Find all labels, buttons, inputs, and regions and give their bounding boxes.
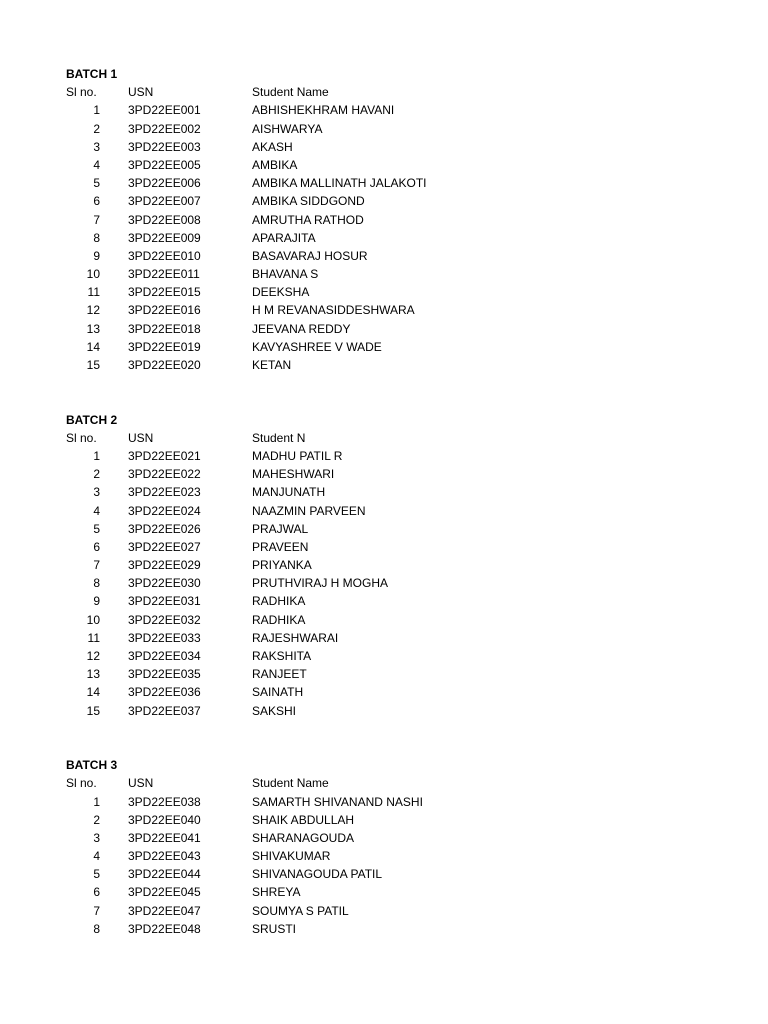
table-header-row — [66, 83, 706, 101]
serial-number-cell: 4 — [93, 849, 100, 864]
usn-cell: 3PD22EE032 — [128, 612, 201, 627]
usn-cell: 3PD22EE003 — [128, 139, 201, 154]
table-row — [66, 520, 706, 538]
serial-number-cell: 13 — [86, 321, 100, 336]
table-row — [66, 611, 706, 629]
usn-cell: 3PD22EE034 — [128, 649, 201, 664]
student-name-cell: MAHESHWARI — [252, 467, 335, 482]
usn-cell: 3PD22EE010 — [128, 248, 201, 263]
table-row — [66, 883, 706, 901]
serial-number-cell: 3 — [93, 139, 100, 154]
usn-cell: 3PD22EE005 — [128, 157, 201, 172]
usn-cell: 3PD22EE007 — [128, 194, 201, 209]
usn-cell: 3PD22EE019 — [128, 339, 201, 354]
table-row — [66, 629, 706, 647]
table-row — [66, 702, 706, 720]
student-name-cell: AMBIKA MALLINATH JALAKOTI — [252, 176, 427, 191]
serial-number-cell: 10 — [86, 267, 100, 282]
usn-cell: 3PD22EE030 — [128, 576, 201, 591]
sl-header: Sl no. — [66, 85, 97, 100]
table-row — [66, 465, 706, 483]
table-row — [66, 574, 706, 592]
serial-number-cell: 2 — [93, 812, 100, 827]
serial-number-cell: 7 — [93, 558, 100, 573]
usn-cell: 3PD22EE021 — [128, 448, 201, 463]
serial-number-cell: 5 — [93, 867, 100, 882]
student-name-cell: PRAVEEN — [252, 539, 309, 554]
serial-number-cell: 15 — [86, 703, 100, 718]
serial-number-cell: 3 — [93, 485, 100, 500]
student-name-cell: SAKSHI — [252, 703, 297, 718]
serial-number-cell: 1 — [93, 448, 100, 463]
table-row — [66, 865, 706, 883]
student-name-cell: SAMARTH SHIVANAND NASHI — [252, 794, 423, 809]
usn-cell: 3PD22EE008 — [128, 212, 201, 227]
usn-cell: 3PD22EE035 — [128, 667, 201, 682]
usn-cell: 3PD22EE048 — [128, 921, 201, 936]
student-name-cell: JEEVANA REDDY — [252, 321, 351, 336]
serial-number-cell: 9 — [93, 594, 100, 609]
table-row — [66, 120, 706, 138]
student-name-cell: SHARANAGOUDA — [252, 830, 355, 845]
table-row — [66, 847, 706, 865]
serial-number-cell: 8 — [93, 576, 100, 591]
serial-number-cell: 6 — [93, 539, 100, 554]
table-row — [66, 265, 706, 283]
student-name-cell: SHREYA — [252, 885, 301, 900]
table-row — [66, 538, 706, 556]
sl-header: Sl no. — [66, 430, 97, 445]
usn-cell: 3PD22EE023 — [128, 485, 201, 500]
student-name-cell: SOUMYA S PATIL — [252, 903, 349, 918]
usn-cell: 3PD22EE037 — [128, 703, 201, 718]
student-name-cell: AISHWARYA — [252, 121, 323, 136]
serial-number-cell: 7 — [93, 903, 100, 918]
usn-cell: 3PD22EE001 — [128, 103, 201, 118]
table-header-row — [66, 774, 706, 792]
table-row — [66, 101, 706, 119]
batch-list-document — [66, 65, 706, 938]
usn-cell: 3PD22EE029 — [128, 558, 201, 573]
usn-cell: 3PD22EE031 — [128, 594, 201, 609]
student-name-cell: RADHIKA — [252, 612, 306, 627]
serial-number-cell: 6 — [93, 885, 100, 900]
serial-number-cell: 1 — [93, 794, 100, 809]
serial-number-cell: 2 — [93, 121, 100, 136]
student-name-cell: KAVYASHREE V WADE — [252, 339, 382, 354]
table-row — [66, 647, 706, 665]
serial-number-cell: 15 — [86, 358, 100, 372]
student-name-cell: APARAJITA — [252, 230, 316, 245]
usn-cell: 3PD22EE009 — [128, 230, 201, 245]
serial-number-cell: 5 — [93, 521, 100, 536]
serial-number-cell: 5 — [93, 176, 100, 191]
student-name-cell: BASAVARAJ HOSUR — [252, 248, 368, 263]
serial-number-cell: 7 — [93, 212, 100, 227]
table-header-row — [66, 429, 706, 447]
serial-number-cell: 8 — [93, 230, 100, 245]
student-name-cell: SHAIK ABDULLAH — [252, 812, 355, 827]
usn-cell: 3PD22EE045 — [128, 885, 201, 900]
serial-number-cell: 9 — [93, 248, 100, 263]
table-row — [66, 793, 706, 811]
student-name-cell: RADHIKA — [252, 594, 306, 609]
student-name-cell: MANJUNATH — [252, 485, 326, 500]
usn-cell: 3PD22EE036 — [128, 685, 201, 700]
serial-number-cell: 11 — [87, 630, 100, 645]
sl-header: Sl no. — [66, 776, 97, 791]
table-row — [66, 356, 706, 374]
table-row — [66, 920, 706, 938]
table-row — [66, 502, 706, 520]
table-row — [66, 902, 706, 920]
serial-number-cell: 10 — [86, 612, 100, 627]
usn-cell: 3PD22EE026 — [128, 521, 201, 536]
serial-number-cell: 14 — [86, 685, 100, 700]
table-row — [66, 247, 706, 265]
student-name-cell: AMBIKA SIDDGOND — [252, 194, 365, 209]
table-row — [66, 592, 706, 610]
usn-cell: 3PD22EE020 — [128, 358, 201, 372]
student-name-cell: AMBIKA — [252, 157, 298, 172]
usn-cell: 3PD22EE018 — [128, 321, 201, 336]
usn-cell: 3PD22EE043 — [128, 849, 201, 864]
usn-cell: 3PD22EE038 — [128, 794, 201, 809]
student-name-cell: PRUTHVIRAJ H MOGHA — [252, 576, 389, 591]
student-name-cell: SRUSTI — [252, 921, 297, 936]
student-name-cell: SHIVANAGOUDA PATIL — [252, 867, 383, 882]
student-name-cell: DEEKSHA — [252, 285, 310, 300]
table-row — [66, 447, 706, 465]
batch-section — [66, 411, 706, 720]
student-name-header: Student Name — [252, 776, 329, 791]
usn-cell: 3PD22EE041 — [128, 830, 201, 845]
table-row — [66, 211, 706, 229]
table-row — [66, 283, 706, 301]
serial-number-cell: 4 — [93, 157, 100, 172]
student-name-cell: PRAJWAL — [252, 521, 309, 536]
table-row — [66, 811, 706, 829]
batch-section — [66, 756, 706, 938]
student-name-cell: RAJESHWARAI — [252, 630, 339, 645]
batch-title: BATCH 2 — [66, 412, 118, 427]
usn-cell: 3PD22EE022 — [128, 467, 201, 482]
student-name-cell: BHAVANA S — [252, 267, 319, 282]
table-row — [66, 829, 706, 847]
usn-cell: 3PD22EE040 — [128, 812, 201, 827]
usn-header: USN — [128, 85, 154, 100]
student-name-cell: PRIYANKA — [252, 558, 312, 573]
serial-number-cell: 2 — [93, 467, 100, 482]
student-name-cell: ABHISHEKHRAM HAVANI — [252, 103, 395, 118]
usn-cell: 3PD22EE015 — [128, 285, 201, 300]
usn-cell: 3PD22EE002 — [128, 121, 201, 136]
student-name-cell: AMRUTHA RATHOD — [252, 212, 364, 227]
student-name-cell: MADHU PATIL R — [252, 448, 343, 463]
usn-cell: 3PD22EE033 — [128, 630, 201, 645]
student-name-cell: KETAN — [252, 358, 292, 372]
table-row — [66, 665, 706, 683]
usn-cell: 3PD22EE047 — [128, 903, 201, 918]
table-row — [66, 320, 706, 338]
table-row — [66, 683, 706, 701]
table-row — [66, 229, 706, 247]
student-name-cell: RAKSHITA — [252, 649, 312, 664]
usn-cell: 3PD22EE027 — [128, 539, 201, 554]
serial-number-cell: 6 — [93, 194, 100, 209]
serial-number-cell: 12 — [86, 303, 100, 318]
table-row — [66, 192, 706, 210]
table-row — [66, 174, 706, 192]
serial-number-cell: 1 — [93, 103, 100, 118]
serial-number-cell: 4 — [93, 503, 100, 518]
table-row — [66, 138, 706, 156]
serial-number-cell: 14 — [86, 339, 100, 354]
usn-cell: 3PD22EE006 — [128, 176, 201, 191]
student-name-cell: AKASH — [252, 139, 293, 154]
batch-section — [66, 65, 706, 374]
serial-number-cell: 3 — [93, 830, 100, 845]
student-name-cell: NAAZMIN PARVEEN — [252, 503, 366, 518]
batch-title: BATCH 1 — [66, 67, 118, 81]
table-row — [66, 338, 706, 356]
serial-number-cell: 8 — [93, 921, 100, 936]
table-row — [66, 483, 706, 501]
usn-cell: 3PD22EE011 — [128, 267, 200, 282]
serial-number-cell: 12 — [86, 649, 100, 664]
usn-cell: 3PD22EE024 — [128, 503, 201, 518]
student-name-header: Student N — [252, 430, 306, 445]
usn-header: USN — [128, 430, 154, 445]
serial-number-cell: 13 — [86, 667, 100, 682]
table-row — [66, 556, 706, 574]
student-name-cell: H M REVANASIDDESHWARA — [252, 303, 415, 318]
table-row — [66, 301, 706, 319]
table-row — [66, 156, 706, 174]
student-name-cell: SAINATH — [252, 685, 304, 700]
usn-cell: 3PD22EE016 — [128, 303, 201, 318]
usn-header: USN — [128, 776, 154, 791]
student-name-cell: RANJEET — [252, 667, 307, 682]
student-name-header: Student Name — [252, 85, 329, 100]
student-name-cell: SHIVAKUMAR — [252, 849, 331, 864]
usn-cell: 3PD22EE044 — [128, 867, 201, 882]
batch-title: BATCH 3 — [66, 758, 118, 773]
serial-number-cell: 11 — [87, 285, 100, 300]
